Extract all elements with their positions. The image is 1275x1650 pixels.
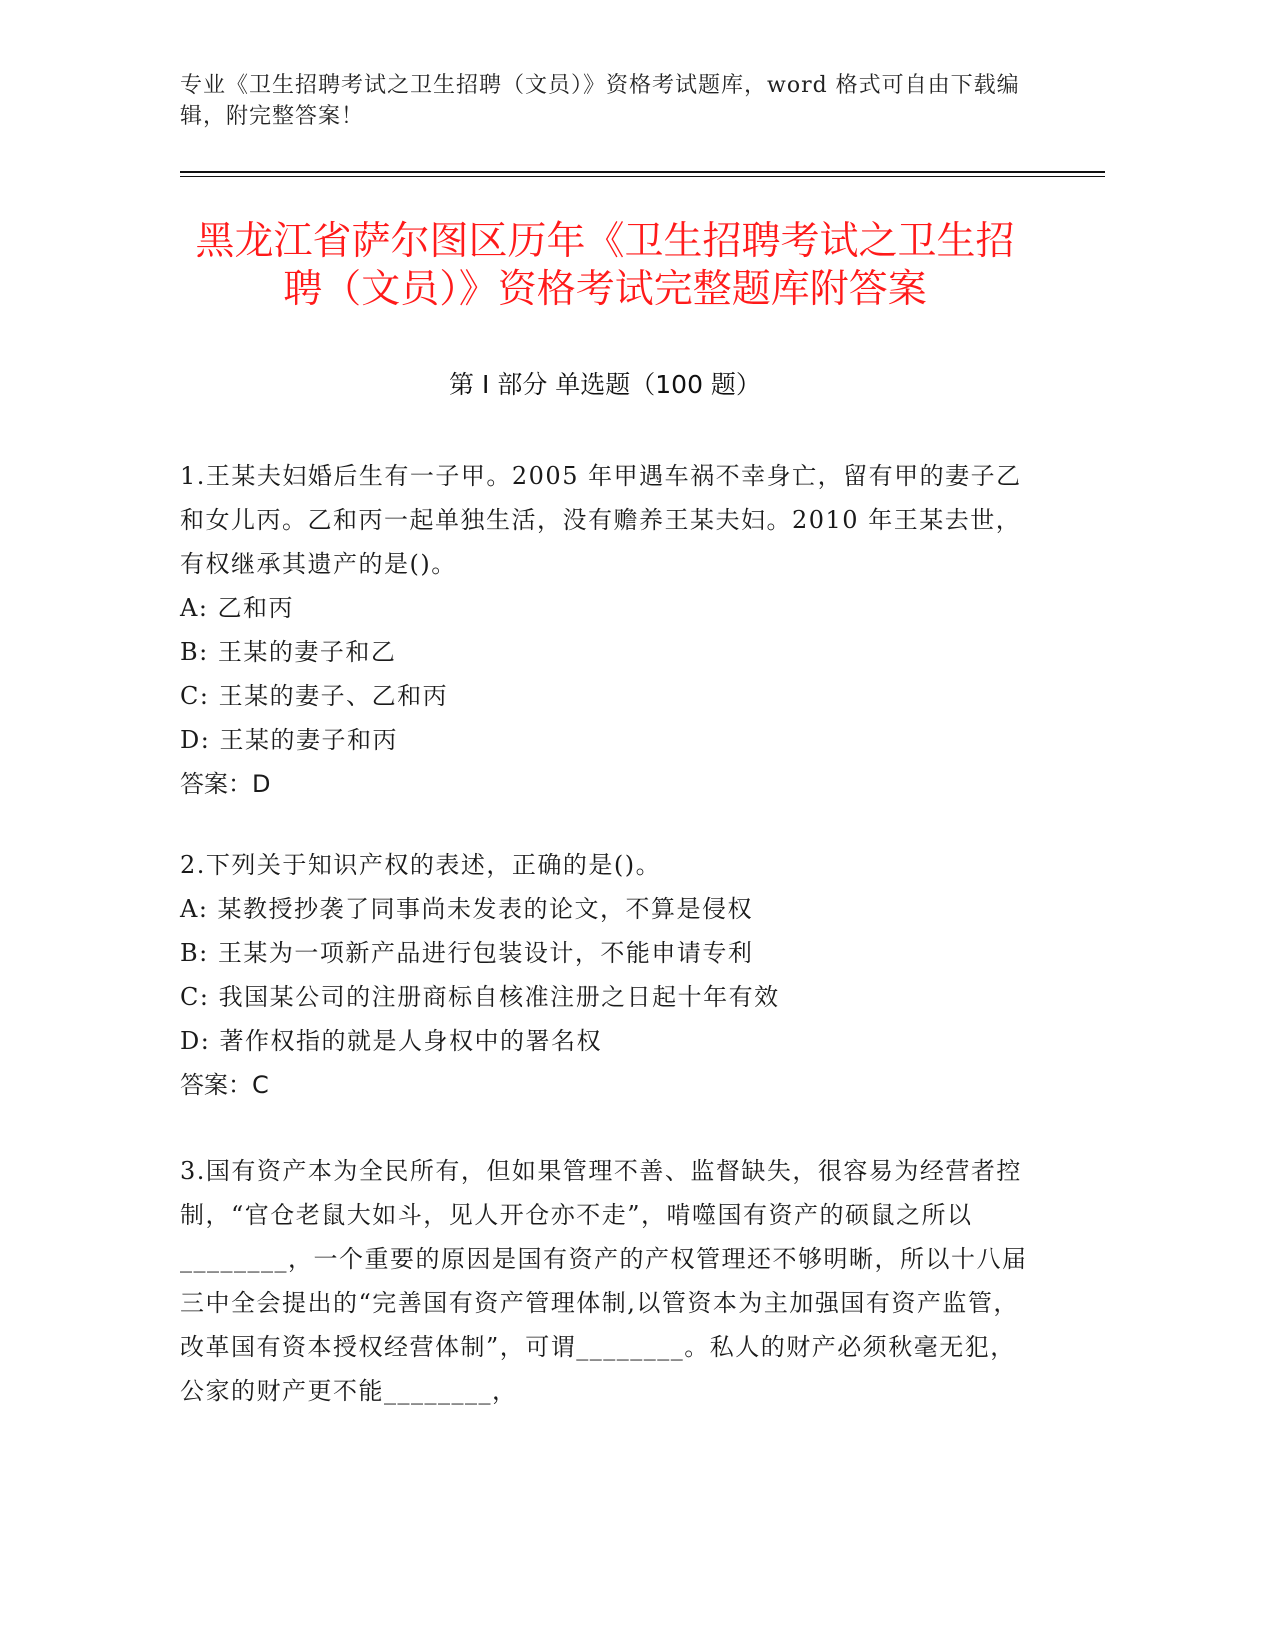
option-c: C: 我国某公司的注册商标自核准注册之日起十年有效 bbox=[180, 983, 780, 1011]
option-c: C: 王某的妻子、乙和丙 bbox=[180, 682, 449, 710]
header-note: 专业《卫生招聘考试之卫生招聘（文员）》资格考试题库，word 格式可自由下载编辑，附完整答案！ bbox=[180, 73, 1020, 129]
section-title: 第 I 部分 单选题（100 题） bbox=[449, 370, 761, 399]
option-a: A: 乙和丙 bbox=[180, 594, 295, 622]
question-2 bbox=[180, 843, 1030, 1107]
document-title: 黑龙江省萨尔图区历年《卫生招聘考试之卫生招聘（文员）》资格考试完整题库附答案 bbox=[195, 219, 1015, 312]
answer: 答案：C bbox=[180, 1071, 269, 1099]
option-a: A: 某教授抄袭了同事尚未发表的论文，不算是侵权 bbox=[180, 895, 754, 923]
option-d: D: 王某的妻子和丙 bbox=[180, 726, 398, 754]
question-stem: 1.王某夫妇婚后生有一子甲。2005 年甲遇车祸不幸身亡，留有甲的妻子乙和女儿丙。乙和丙一起单独生活，没有赡养王某夫妇。2010 年王某去世，有权继承其遗产的是()。 bbox=[180, 462, 1022, 578]
header-divider-thin bbox=[180, 176, 1105, 177]
question-1 bbox=[180, 454, 1030, 806]
option-d: D: 著作权指的就是人身权中的署名权 bbox=[180, 1027, 602, 1055]
option-b: B: 王某为一项新产品进行包装设计，不能申请专利 bbox=[180, 939, 754, 967]
header-divider-thick bbox=[180, 171, 1105, 173]
question-stem: 2.下列关于知识产权的表述，正确的是()。 bbox=[180, 851, 662, 879]
question-stem: 3.国有资产本为全民所有，但如果管理不善、监督缺失，很容易为经营者控制，“官仓老鼠大如斗，见人开仓亦不走”，啃噬国有资产的硕鼠之所以________，一个重要的原因是国有资产的产权管理还不够明晰，所以十八届三中全会提出的“完善国有资产管理体制,以管资本为主加强国有资产监管，改革国有资本授权经营体制”，可谓________。私人的财产必须秋毫无犯，公家的财产更不能________， bbox=[180, 1157, 1028, 1405]
option-b: B: 王某的妻子和乙 bbox=[180, 638, 397, 666]
answer: 答案：D bbox=[180, 770, 271, 798]
question-3 bbox=[180, 1149, 1030, 1413]
